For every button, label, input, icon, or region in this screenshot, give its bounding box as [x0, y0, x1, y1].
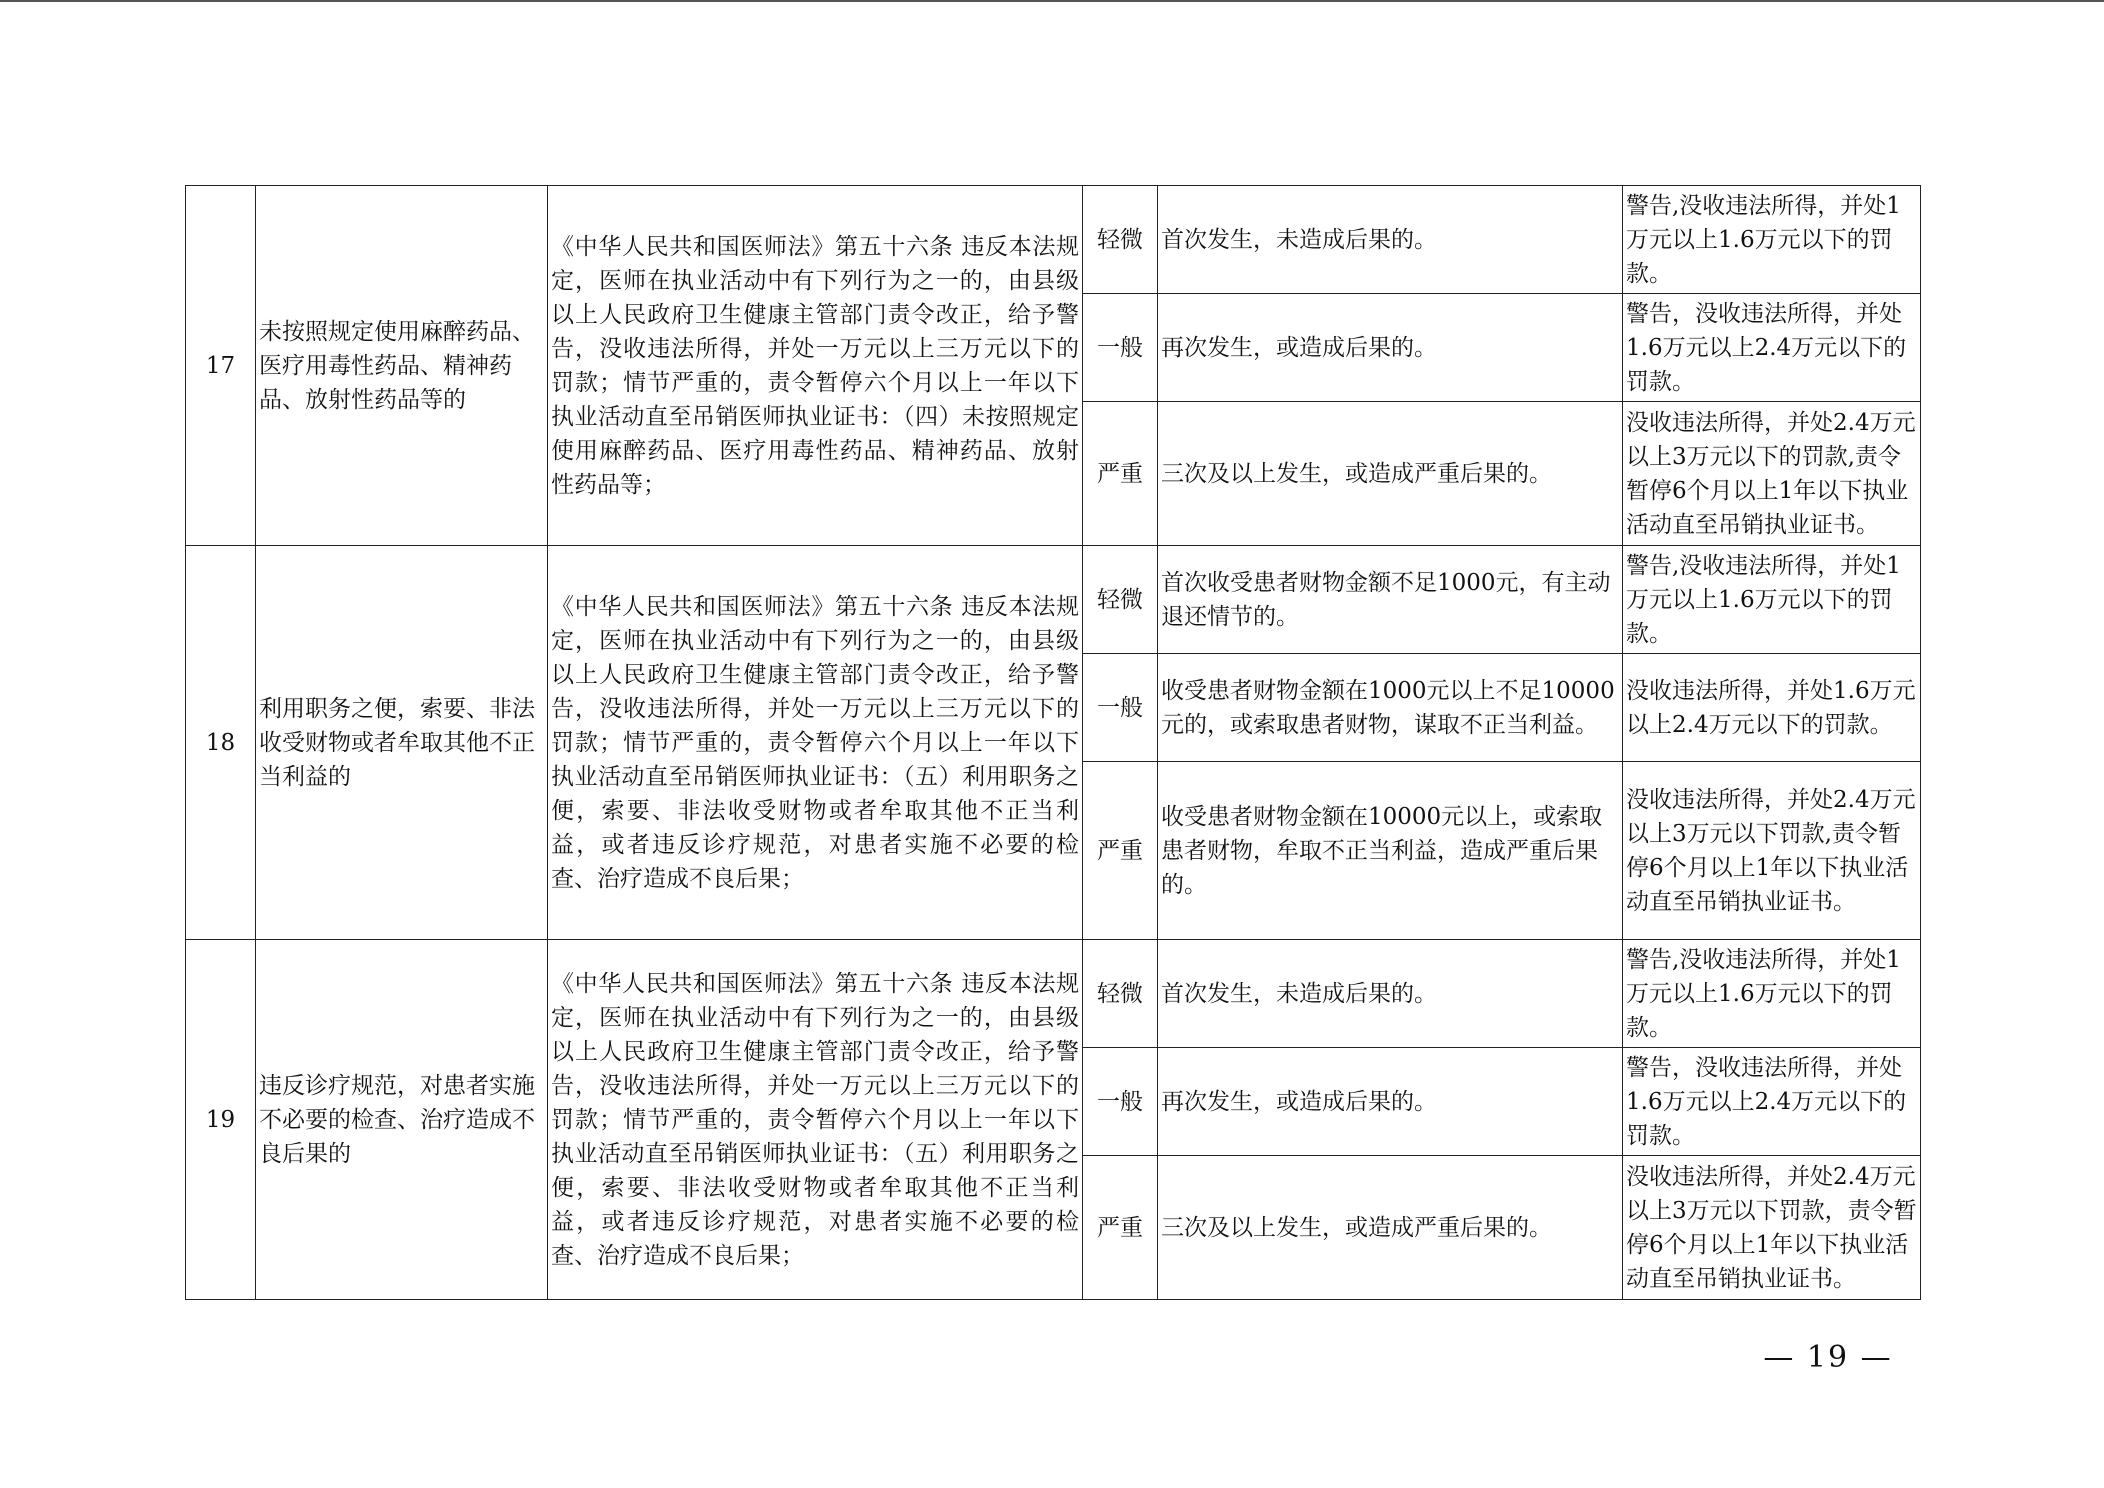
- penalty: 没收违法所得，并处2.4万元以上3万元以下罚款,责令暂停6个月以上1年以下执业活动直至吊销执业证书。: [1623, 762, 1921, 940]
- circumstance: 首次发生，未造成后果的。: [1158, 186, 1623, 294]
- severity-level: 严重: [1083, 762, 1158, 940]
- severity-level: 轻微: [1083, 186, 1158, 294]
- circumstance: 收受患者财物金额在1000元以上不足10000元的，或索取患者财物，谋取不正当利益。: [1158, 654, 1623, 762]
- circumstance: 再次发生，或造成后果的。: [1158, 1048, 1623, 1156]
- severity-level: 严重: [1083, 402, 1158, 546]
- circumstance: 收受患者财物金额在10000元以上，或索取患者财物，牟取不正当利益，造成严重后果的。: [1158, 762, 1623, 940]
- row-number: 19: [186, 940, 256, 1300]
- penalty: 警告,没收违法所得，并处1万元以上1.6万元以下的罚款。: [1623, 546, 1921, 654]
- legal-basis: 《中华人民共和国医师法》第五十六条 违反本法规定，医师在执业活动中有下列行为之一的，由县级以上人民政府卫生健康主管部门责令改正，给予警告，没收违法所得，并处一万元以上三万元以下的罚款；情节严重的，责令暂停六个月以上一年以下执业活动直至吊销医师执业证书：（五）利用职务之便，索要、非法收受财物或者牟取其他不正当利益，或者违反诊疗规范，对患者实施不必要的检查、治疗造成不良后果；: [548, 546, 1083, 940]
- circumstance: 三次及以上发生，或造成严重后果的。: [1158, 402, 1623, 546]
- severity-level: 轻微: [1083, 940, 1158, 1048]
- row-number: 17: [186, 186, 256, 546]
- penalty: 警告，没收违法所得，并处1.6万元以上2.4万元以下的罚款。: [1623, 1048, 1921, 1156]
- severity-level: 轻微: [1083, 546, 1158, 654]
- violation-behavior: 未按照规定使用麻醉药品、医疗用毒性药品、精神药品、放射性药品等的: [256, 186, 548, 546]
- circumstance: 再次发生，或造成后果的。: [1158, 294, 1623, 402]
- penalty: 警告,没收违法所得，并处1万元以上1.6万元以下的罚款。: [1623, 940, 1921, 1048]
- penalty: 警告,没收违法所得，并处1万元以上1.6万元以下的罚款。: [1623, 186, 1921, 294]
- penalty: 没收违法所得，并处2.4万元以上3万元以下罚款，责令暂停6个月以上1年以下执业活动直至吊销执业证书。: [1623, 1156, 1921, 1300]
- violation-behavior: 利用职务之便，索要、非法收受财物或者牟取其他不正当利益的: [256, 546, 548, 940]
- severity-level: 一般: [1083, 654, 1158, 762]
- circumstance: 首次收受患者财物金额不足1000元，有主动退还情节的。: [1158, 546, 1623, 654]
- severity-level: 一般: [1083, 294, 1158, 402]
- row-number: 18: [186, 546, 256, 940]
- page-number: — 19 —: [1763, 1340, 1893, 1375]
- severity-level: 一般: [1083, 1048, 1158, 1156]
- severity-level: 严重: [1083, 1156, 1158, 1300]
- table-row: [186, 546, 1921, 654]
- table-row: [186, 186, 1921, 294]
- circumstance: 三次及以上发生，或造成严重后果的。: [1158, 1156, 1623, 1300]
- table-row: [186, 940, 1921, 1048]
- penalty-standards-table: [185, 185, 1921, 1300]
- legal-basis: 《中华人民共和国医师法》第五十六条 违反本法规定，医师在执业活动中有下列行为之一的，由县级以上人民政府卫生健康主管部门责令改正，给予警告，没收违法所得，并处一万元以上三万元以下的罚款；情节严重的，责令暂停六个月以上一年以下执业活动直至吊销医师执业证书：（四）未按照规定使用麻醉药品、医疗用毒性药品、精神药品、放射性药品等；: [548, 186, 1083, 546]
- legal-basis: 《中华人民共和国医师法》第五十六条 违反本法规定，医师在执业活动中有下列行为之一的，由县级以上人民政府卫生健康主管部门责令改正，给予警告，没收违法所得，并处一万元以上三万元以下的罚款；情节严重的，责令暂停六个月以上一年以下执业活动直至吊销医师执业证书：（五）利用职务之便，索要、非法收受财物或者牟取其他不正当利益，或者违反诊疗规范，对患者实施不必要的检查、治疗造成不良后果；: [548, 940, 1083, 1300]
- circumstance: 首次发生，未造成后果的。: [1158, 940, 1623, 1048]
- violation-behavior: 违反诊疗规范，对患者实施不必要的检查、治疗造成不良后果的: [256, 940, 548, 1300]
- penalty: 警告，没收违法所得，并处1.6万元以上2.4万元以下的罚款。: [1623, 294, 1921, 402]
- penalty: 没收违法所得，并处2.4万元以上3万元以下的罚款,责令暂停6个月以上1年以下执业活动直至吊销执业证书。: [1623, 402, 1921, 546]
- page-top-border: [0, 0, 2104, 2]
- penalty: 没收违法所得，并处1.6万元以上2.4万元以下的罚款。: [1623, 654, 1921, 762]
